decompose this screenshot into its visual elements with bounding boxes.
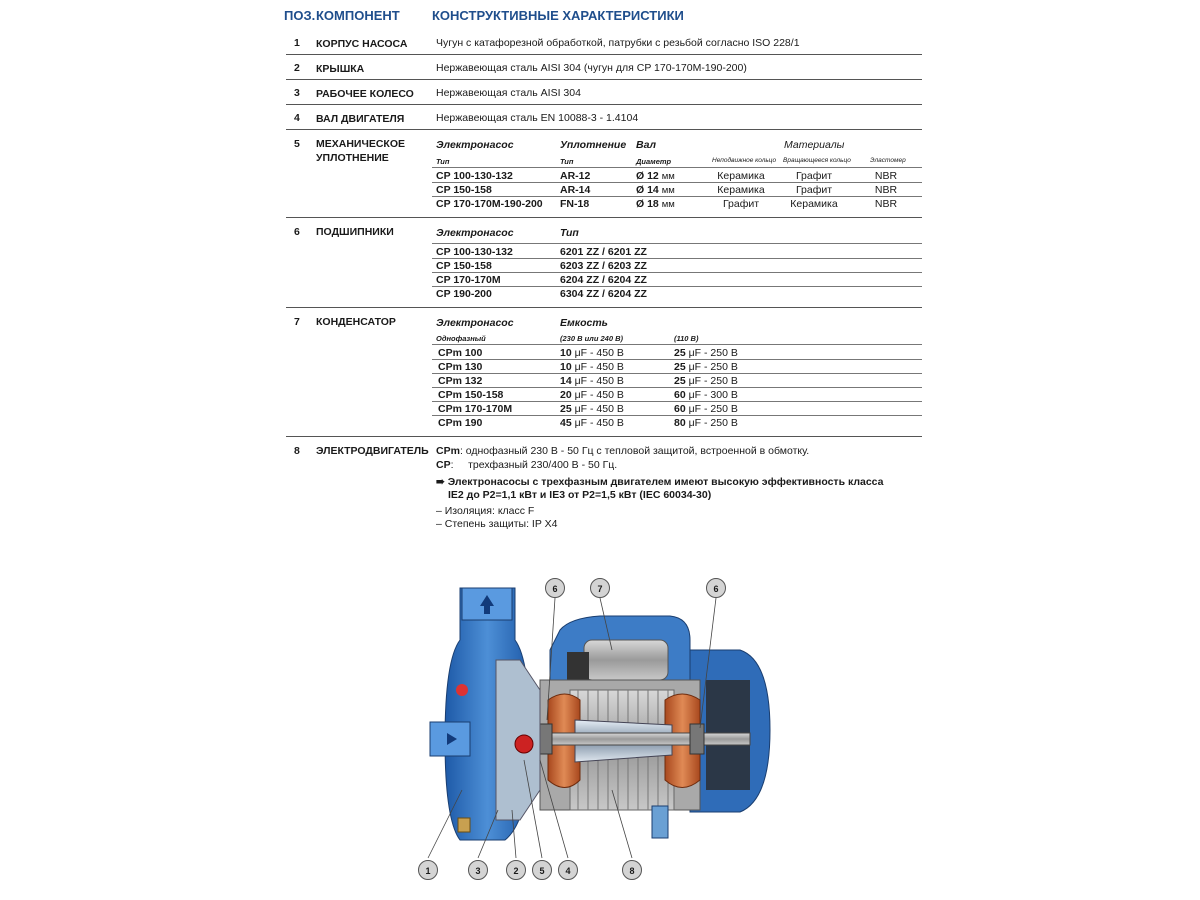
callout-5: 5 <box>532 860 552 880</box>
callout-7: 7 <box>590 578 610 598</box>
callout-3: 3 <box>468 860 488 880</box>
callout-6: 6 <box>706 578 726 598</box>
callout-2: 2 <box>506 860 526 880</box>
header-component: КОМПОНЕНТ <box>316 8 400 23</box>
motor-cp-line: CP: трехфазный 230/400 В - 50 Гц. <box>436 459 618 471</box>
bearing-row-pump: CP 170-170M <box>436 274 501 286</box>
separator <box>286 129 922 130</box>
separator <box>432 272 922 273</box>
separator <box>286 307 922 308</box>
bearing-row-type: 6203 ZZ / 6203 ZZ <box>560 260 647 272</box>
callout-1: 1 <box>418 860 438 880</box>
separator <box>286 217 922 218</box>
capacitor-230: 25 μF - 450 В <box>560 403 624 415</box>
separator <box>432 243 922 244</box>
separator <box>432 258 922 259</box>
separator <box>432 344 922 345</box>
capacitor-230: 20 μF - 450 В <box>560 389 624 401</box>
capacitor-pump: CPm 100 <box>438 347 483 359</box>
separator <box>286 54 922 55</box>
header-characteristics: КОНСТРУКТИВНЫЕ ХАРАКТЕРИСТИКИ <box>432 8 684 23</box>
capacitor-pump: CPm 150-158 <box>438 389 504 401</box>
capacitor-pump: CPm 170-170M <box>438 403 513 415</box>
bearing-row-pump: CP 100-130-132 <box>436 246 513 258</box>
callout-8: 8 <box>622 860 642 880</box>
motor-note-2: IE2 до P2=1,1 кВт и IE3 от P2=1,5 кВт (IEC 60034-30) <box>448 489 712 501</box>
separator <box>432 401 922 402</box>
bearing-row-type: 6304 ZZ / 6204 ZZ <box>560 288 647 300</box>
separator <box>432 196 922 197</box>
capacitor-pump: CPm 190 <box>438 417 483 429</box>
capacitor-230: 10 μF - 450 В <box>560 361 624 373</box>
capacitor-pump: CPm 132 <box>438 375 483 387</box>
capacitor-230: 10 μF - 450 В <box>560 347 624 359</box>
bearing-row-pump: CP 190-200 <box>436 288 492 300</box>
separator <box>432 182 922 183</box>
motor-protection: – Степень защиты: IP X4 <box>436 518 558 530</box>
capacitor-230: 45 μF - 450 В <box>560 417 624 429</box>
separator <box>432 387 922 388</box>
header-pos: ПОЗ. <box>284 8 316 23</box>
capacitor-110: 60 μF - 300 В <box>674 389 738 401</box>
capacitor-pump: CPm 130 <box>438 361 483 373</box>
capacitor-230: 14 μF - 450 В <box>560 375 624 387</box>
separator <box>432 373 922 374</box>
bearing-row-type: 6204 ZZ / 6204 ZZ <box>560 274 647 286</box>
separator <box>432 286 922 287</box>
bearing-row-pump: CP 150-158 <box>436 260 492 272</box>
capacitor-110: 80 μF - 250 В <box>674 417 738 429</box>
motor-cpm-line: CPm: однофазный 230 В - 50 Гц с тепловой защитой, встроенной в обмотку. <box>436 445 810 457</box>
separator <box>432 359 922 360</box>
capacitor-110: 25 μF - 250 В <box>674 347 738 359</box>
motor-note-1: ➠ Электронасосы с трехфазным двигателем имеют высокую эффективность класса <box>436 476 884 488</box>
separator <box>286 436 922 437</box>
capacitor-110: 60 μF - 250 В <box>674 403 738 415</box>
capacitor-110: 25 μF - 250 В <box>674 361 738 373</box>
motor-insulation: – Изоляция: класс F <box>436 505 535 517</box>
separator <box>432 415 922 416</box>
separator <box>286 79 922 80</box>
callout-4: 4 <box>558 860 578 880</box>
callout-6: 6 <box>545 578 565 598</box>
bearing-row-type: 6201 ZZ / 6201 ZZ <box>560 246 647 258</box>
capacitor-110: 25 μF - 250 В <box>674 375 738 387</box>
separator <box>432 167 922 168</box>
separator <box>286 104 922 105</box>
